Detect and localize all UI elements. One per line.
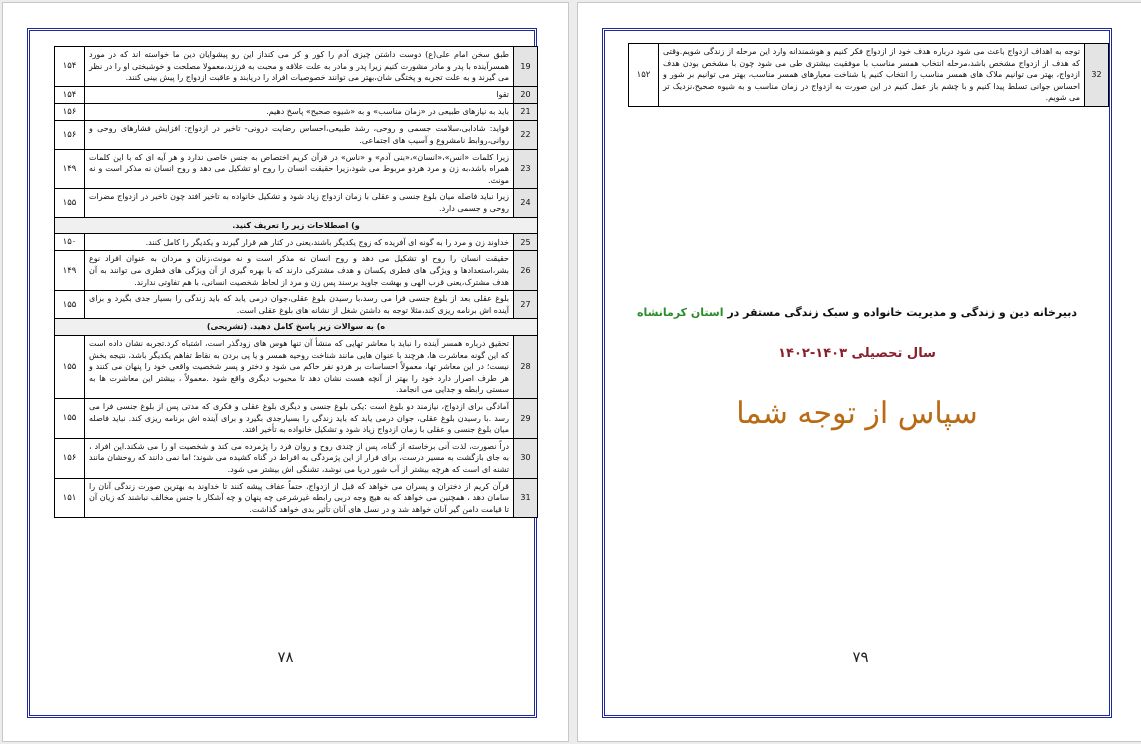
textbook-page-ref: ۱۵۶: [55, 121, 85, 149]
page-number: ۷۹: [852, 648, 869, 666]
answer-text: بلوغ عقلی بعد از بلوغ جنسی فرا می رسد،با رسیدن بلوغ عقلی،جوان درمی یابد که باید زندگی را بسیار جدی بگیرد و برای آینده اش برنامه ریزی کند،مثلا توجه به داشتن شغل از نشانه های بلوغ عقلی است.: [85, 291, 514, 319]
answer-text: آمادگی برای ازدواج، نیازمند دو بلوغ است :یکی بلوغ جنسی و دیگری بلوغ عقلی و فکری که مدتی پس از بلوغ جنسی فرا می رسد .با رسیدن بلوغ عقلی، جوان درمی یابد که باید زندگی را بسیارجدی بگیرد و برای آینده اش برنامه ریزی کند. نباید فاصله میان بلوغ جنسی و عقلی با زمان ازدواج زیاد شود و تشکیل خانواده به تأخیر افتد.: [85, 399, 514, 439]
answer-text: طبق سخن امام علی(ع) دوست داشتن چیزی آدم را کور و کر می کنداز این رو پیشوایان دین ما خواسته اند که در مورد همسرآینده با پدر و مادر مشورت کنیم زیرا پدر و مادر به علت علاقه و محبت به فرزند،معمولا مصلحت و خوشبختی او را در نظر می گیرند و به علت تجربه و پختگی شان،بهتر می توانند خصوصیات افراد را دریابند و عاقبت ازدواج را پیش بینی کنند.: [85, 47, 514, 87]
page-79: [577, 2, 1141, 742]
province-name: استان کرمانشاه: [636, 306, 724, 319]
table-row: [55, 47, 538, 87]
textbook-page-ref: ۱۵۵: [55, 399, 85, 439]
question-number: 30: [514, 438, 538, 478]
question-number: 31: [514, 478, 538, 518]
section-heading: ه) به سوالات زیر پاسخ کامل دهید. (تشریحی): [55, 319, 538, 336]
question-number: 32: [1085, 44, 1109, 107]
table-row: [55, 438, 538, 478]
answer-text: تحقیق درباره همسر آینده را نباید با معاشر تهایی که منشأ آن تنها هوس های زودگذر است، اشتباه کرد.تجربه نشان داده است که این گونه معاشرت ها، هرچند با عنوان هایی مانند شناخت روحیه همسر و یا پی بردن به نقاط تفاهم یکدیگر باشد، نتیجه بخش نیست؛ در این معاشر تها، معمولاً احساسات بر هردو نفر حاکم می شود و دختر و پسر شخصیت واقعی خود را پنهان می کنند و هر طرف اصرار دارد خود را بهتر از آنچه هست نشان دهد تا محبوب دیگری واقع شود .معمولاً ، بیشتر این معاشرت ها به سستی رابطه و جدایی می انجامد.: [85, 336, 514, 399]
textbook-page-ref: ۱۵۴: [55, 86, 85, 103]
table-row: [55, 234, 538, 251]
answer-text: زیرا نباید فاصله میان بلوغ جنسی و عقلی با زمان ازدواج زیاد شود و تشکیل خانواده به تاخیر افتد چون تاخیر در ازدواج مضرات روحی و جسمی دارد.: [85, 189, 514, 217]
question-number: 27: [514, 291, 538, 319]
page-78: [2, 2, 569, 742]
question-number: 20: [514, 86, 538, 103]
table-row: [55, 189, 538, 217]
secretariat-title: دبیرخانه دین و زندگی و مدیریت خانواده و سبک زندگی مستقر در استان کرمانشاه: [636, 306, 1078, 319]
table-row: [55, 336, 538, 399]
answer-text: قرآن کریم از دختران و پسران می خواهد که قبل از ازدواج، حتماً عفاف پیشه کنند تا خداوند به بهترین صورت زندگی آنان را سامان دهد ، همچنین می خواهد که به هیچ وجه دربی رابطه غیرشرعی چه پنهان و چه آشکار با جنس مخالف نباشند که زیان آن تا قیامت دامن گیر آنان خواهد شد و در نسل های آنان تأثیر بدی خواهد گذاشت.: [85, 478, 514, 518]
question-number: 23: [514, 149, 538, 189]
textbook-page-ref: ۱۵۵: [55, 291, 85, 319]
textbook-page-ref: ۱۵۱: [55, 478, 85, 518]
answer-text: باید به نیازهای طبیعی در «زمان مناسب» و به «شیوه صحیح» پاسخ دهیم.: [85, 104, 514, 121]
question-number: 28: [514, 336, 538, 399]
page-number: ۷۸: [277, 648, 294, 666]
answer-text: دراً نصورت، لذت آنی برخاسته از گناه، پس از چندی روح و روان فرد را پژمرده می کند و شخصیت او را می شکند.این افراد ، به جای بازگشت به مسیر درست، برای فرار از این پژمردگی به افراط در گناه کشیده می شوند؛ اما نمی دانند که روحشان مانند تشنه ای است که هرچه بیشتر از آب شور دریا می نوشد، تشنگی اش بیشتر می شود.: [85, 438, 514, 478]
table-row: [55, 399, 538, 439]
answer-text: زیرا کلمات «انس»،«انسان»،«بنی آدم» و «ناس» در قرآن کریم اختصاص به جنس خاصی ندارد و هر آیه ای که با این کلمات همراه باشد،به زن و مرد هردو مربوط می شود،زیرا حقیقت انسان را روح او تشکیل می دهد و روح انسان نه مذکر است و نه مونث.: [85, 149, 514, 189]
table-row: [55, 121, 538, 149]
answer-text: حقیقت انسان را روح او تشکیل می دهد و روح انسان نه مذکر است و نه مونث،زنان و مردان به عنوان افراد نوع بشر،استعدادها و ویژگی های فطری یکسان و هدف مشترکی دارند که با بهره گیری از آن ویژگی های فطری می توانند به آن هدف مشترک،یعنی قرب الهی و بهشت جاوید برسند پس زن و مرد از لحاظ شخصیت انسانی، با هم تفاوتی ندارند.: [85, 251, 514, 291]
table-row: [55, 251, 538, 291]
section-heading: و) اصطلاحات زیر را تعریف کنید.: [55, 217, 538, 234]
answer-text: تقوا: [85, 86, 514, 103]
textbook-page-ref: ۱۵۰: [55, 234, 85, 251]
answer-text: توجه به اهداف ازدواج باعث می شود درباره هدف خود از ازدواج فکر کنیم و هوشمندانه وارد این مرحله از زندگی شویم.وقتی که هدف از ازدواج مشخص باشد،مرحله انتخاب همسر مناسب با موفقیت بیشتری طی می شود چون با مشخص بودن هدف ازدواج، بهتر می توانیم ملاک های همسر مناسب را انتخاب کنیم یا شناخت معیارهای همسر مناسب، بهتر می توانیم بر شور و احساس جوانی تسلط پیدا کنیم و با چشم باز عمل کنیم در این صورت به ازدواج در زمان مناسب و به شیوه صحیح،نزدیک تر می شویم.: [659, 44, 1085, 107]
section-header-row: [55, 319, 538, 336]
academic-year: سال تحصیلی ۱۴۰۳-۱۴۰۲: [778, 346, 936, 361]
textbook-page-ref: ۱۵۲: [629, 44, 659, 107]
table-row: [55, 104, 538, 121]
textbook-page-ref: ۱۴۹: [55, 251, 85, 291]
textbook-page-ref: ۱۵۵: [55, 336, 85, 399]
question-number: 25: [514, 234, 538, 251]
textbook-page-ref: ۱۵۴: [55, 47, 85, 87]
answer-text: خداوند زن و مرد را به گونه ای آفریده که زوج یکدیگر باشند،یعنی در کنار هم قرار گیرند و یکدیگر را کامل کنند.: [85, 234, 514, 251]
question-number: 26: [514, 251, 538, 291]
section-header-row: [55, 217, 538, 234]
textbook-page-ref: ۱۴۹: [55, 149, 85, 189]
answer-text: فواید: شادابی،سلامت جسمی و روحی، رشد طبیعی،احساس رضایت درونی- تاخیر در ازدواج: افزایش فشارهای روحی و روانی،روابط نامشروع و آسیب های اجتماعی.: [85, 121, 514, 149]
question-number: 29: [514, 399, 538, 439]
answers-table: [54, 46, 538, 518]
question-number: 24: [514, 189, 538, 217]
question-number: 22: [514, 121, 538, 149]
table-row: [55, 86, 538, 103]
table-row: [55, 478, 538, 518]
table-row: [55, 291, 538, 319]
question-number: 19: [514, 47, 538, 87]
textbook-page-ref: ۱۵۵: [55, 189, 85, 217]
textbook-page-ref: ۱۵۶: [55, 104, 85, 121]
thanks-message: سپاس از توجه شما: [736, 396, 978, 431]
question-number: 21: [514, 104, 538, 121]
table-row: [55, 149, 538, 189]
textbook-page-ref: ۱۵۶: [55, 438, 85, 478]
